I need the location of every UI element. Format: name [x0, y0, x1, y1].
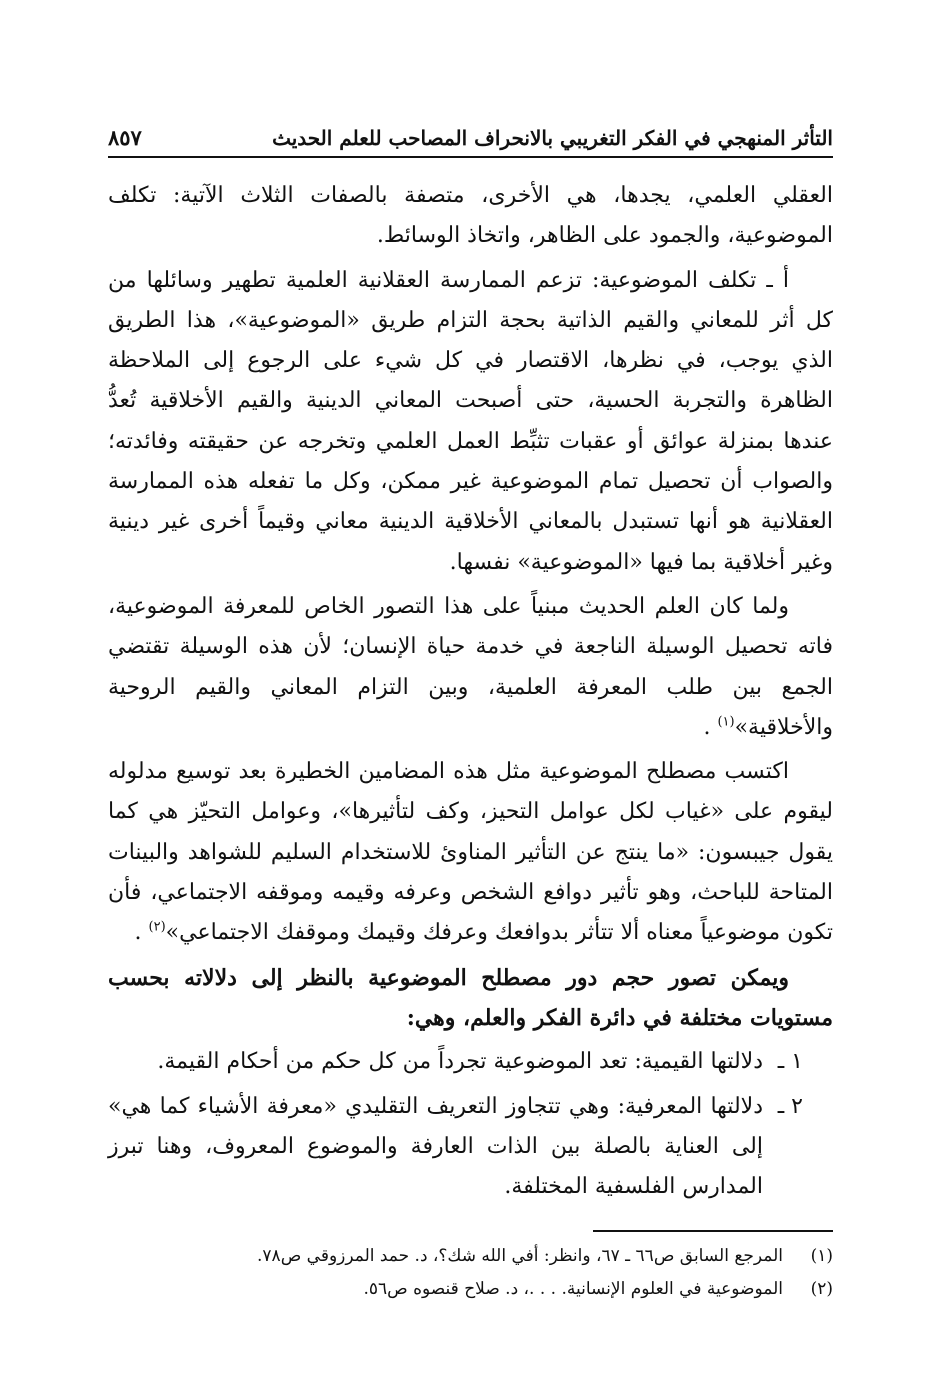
- footnote-ref-2[interactable]: (٢): [148, 920, 166, 936]
- footnote: [108, 1240, 833, 1273]
- footnote-text: المرجع السابق ص٦٦ ـ ٦٧، وانظر: أفي الله شك؟، د. حمد المرزوقي ص٧٨.: [257, 1246, 783, 1266]
- list-item: [108, 1087, 833, 1208]
- footnote-rule: [593, 1230, 833, 1232]
- paragraph-3-end: .: [703, 714, 711, 740]
- header-rule: [108, 156, 833, 158]
- list-item-text: دلالتها المعرفية: وهي تتجاوز التعريف التقليدي «معرفة الأشياء كما هي» إلى العناية بالصلة بين الذات العارفة والموضوع المعروف، وهنا تبرز المدارس الفلسفية المختلفة.: [108, 1093, 763, 1200]
- body-text: [108, 176, 833, 1207]
- running-title: التأثر المنهجي في الفكر التغريبي بالانحراف المصاحب للعلم الحديث: [272, 126, 833, 150]
- numbered-list: [108, 1042, 833, 1207]
- footnote-ref-1[interactable]: (١): [717, 714, 735, 730]
- list-item-number: ١ ـ: [777, 1049, 803, 1075]
- list-item-number: ٢ ـ: [777, 1093, 803, 1119]
- paragraph-4-text: اكتسب مصطلح الموضوعية مثل هذه المضامين الخطيرة بعد توسيع مدلوله ليقوم على «غياب لكل عوامل التحيز، وكف لتأثيرها»، وعوامل التحيّز هي كما يقول جيبسون: «ما ينتج عن التأثير المناوئ للاستخدام السليم للشواهد والبينات المتاحة للباحث، وهو تأثير دوافع الشخص وعرفه وقيمه وموقفه الاجتماعي، فأن تكون موضوعياً معناه ألا تتأثر بدوافعك وعرفك وقيمك وموقفك الاجتماعي»: [108, 759, 833, 946]
- footnote: [108, 1273, 833, 1306]
- paragraph-3: [108, 587, 833, 748]
- paragraph-2: أ ـ تكلف الموضوعية: تزعم الممارسة العقلانية العلمية تطهير وسائلها من كل أثر للمعاني والقيم الذاتية بحجة التزام طريق «الموضوعية»، هذا الطريق الذي يوجب، في نظرها، الاقتصار في كل شيء على الرجوع إلى الملاحظة الظاهرة والتجربة الحسية، حتى أصبحت المعاني الدينية والقيم الأخلاقية تُعدُّ عندها بمنزلة عوائق أو عقبات تثبِّط العمل العلمي وتخرجه عن حقيقته وفائدته؛ والصواب أن تحصيل تمام الموضوعية غير ممكن، وكل ما تفعله هذه الممارسة العقلانية هو أنها تستبدل بالمعاني الأخلاقية الدينية معاني وقيماً أخرى غير دينية وغير أخلاقية بما فيها «الموضوعية» نفسها.: [108, 267, 834, 575]
- footnotes: [108, 1240, 833, 1306]
- paragraph-4-end: .: [134, 920, 142, 946]
- paragraph-3-text: ولما كان العلم الحديث مبنياً على هذا التصور الخاص للمعرفة الموضوعية، فاته تحصيل الوسيلة الناجعة في خدمة حياة الإنسان؛ لأن هذه الوسيلة تقتضي الجمع بين طلب المعرفة العلمية، وبين التزام المعاني والقيم الروحية والأخلاقية»: [108, 593, 833, 740]
- paragraph-5: ويمكن تصور حجم دور مصطلح الموضوعية بالنظر إلى دلالاته بحسب مستويات مختلفة في دائرة الفكر والعلم، وهي:: [108, 964, 833, 1031]
- footnote-mark: (٢): [810, 1279, 833, 1299]
- list-item: [108, 1042, 833, 1082]
- footnote-text: الموضوعية في العلوم الإنسانية. . . .، د. صلاح قنصوه ص٥٦.: [363, 1279, 783, 1299]
- paragraph-4: [108, 752, 833, 953]
- footnote-mark: (١): [810, 1246, 833, 1266]
- page-header: [108, 108, 833, 150]
- page-number: ٨٥٧: [108, 125, 142, 150]
- paragraph-1: العقلي العلمي، يجدها، هي الأخرى، متصفة بالصفات الثلاث الآتية: تكلف الموضوعية، والجمود على الظاهر، واتخاذ الوسائط.: [108, 183, 833, 249]
- list-item-text: دلالتها القيمية: تعد الموضوعية تجرداً من كل حكم من أحكام القيمة.: [157, 1049, 763, 1075]
